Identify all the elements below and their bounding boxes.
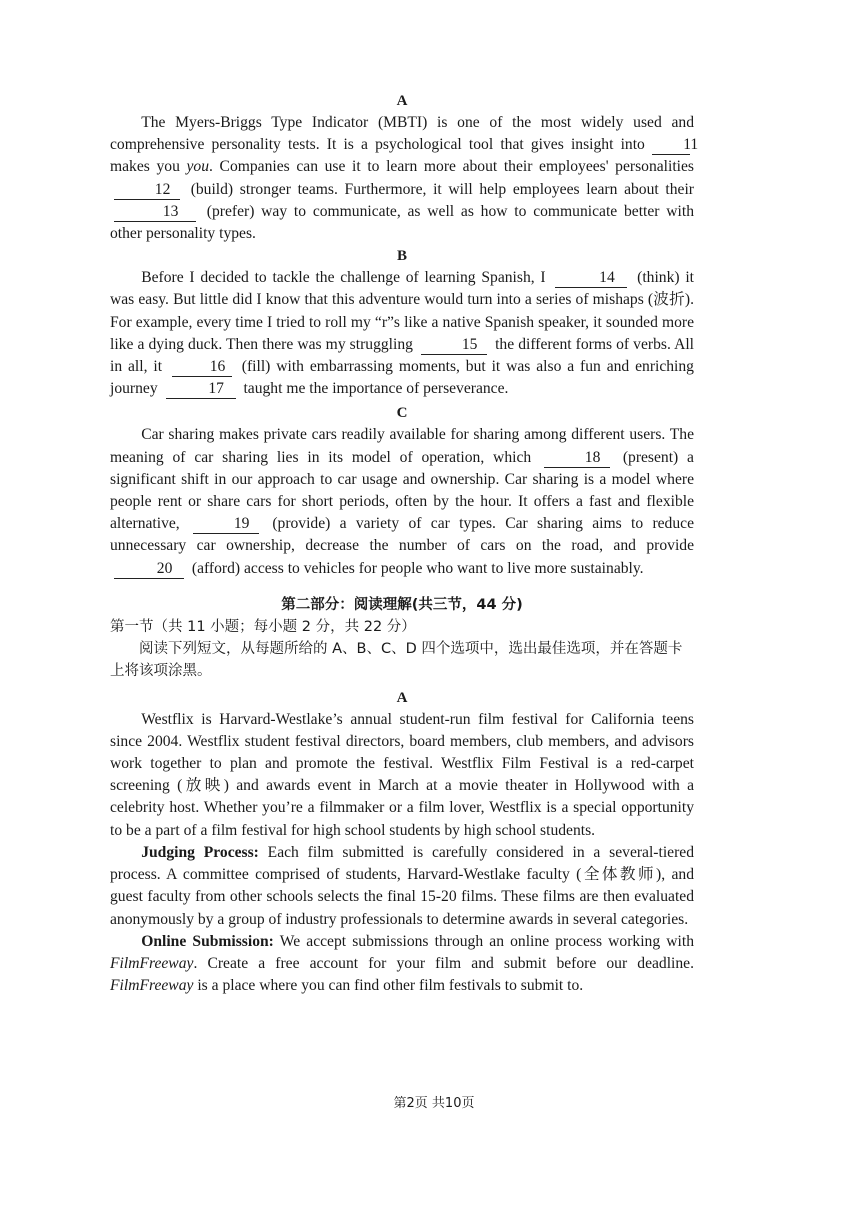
blank-16[interactable]: 16: [172, 358, 232, 377]
instructions: 阅读下列短文，从每题所给的 A、B、C、D 四个选项中，选出最佳选项，并在答题卡上将该项涂黑。: [110, 641, 683, 680]
section-a-passage: The Myers-Briggs Type Indicator (MBTI) is one of the most widely used and comprehensive personality tests. It is a psychological tool that gives insight into 11 makes you you. Companies can use it to learn more about their employees' personalities 12 (build) stronger teams. Furthermore, it will help employees learn about their 13 (prefer) way to communicate, as well as how to communicate better with other personality types.: [110, 114, 699, 243]
page-footer: 第2页 共10页: [393, 1096, 475, 1111]
blank-15[interactable]: 15: [421, 336, 487, 355]
section-b-passage: Before I decided to tackle the challenge of learning Spanish, I 14 (think) it was easy. But little did I know that this adventure would turn into a series of mishaps (波折). For example, every time I tried to roll my “r”s like a native Spanish speaker, it sounded more like a dying duck. Then there was my struggling 15 the different forms of verbs. All in all, it 16 (fill) with embarrassing moments, but it was also a fun and enriching journey 17 taught me the importance of perseverance.: [110, 269, 694, 398]
blank-12[interactable]: 12: [114, 181, 180, 200]
section-c-passage: Car sharing makes private cars readily available for sharing among different users. The meaning of car sharing lies in its model of operation, which 18 (present) a significant shift in our approach to car usage and ownership. Car sharing is a model where people rent or share cars for short periods, often by the hour. It offers a fast and flexible alternative, 19 (provide) a variety of car types. Car sharing aims to reduce unnecessary car ownership, decrease the number of cars on the road, and provide 20 (afford) access to vehicles for people who want to live more sustainably.: [110, 426, 694, 577]
blank-20[interactable]: 20: [114, 560, 184, 579]
blank-13[interactable]: 13: [114, 203, 196, 222]
reading-a-paragraph-2: Judging Process: Each film submitted is carefully considered in a several-tiered process. A committee comprised of students, Harvard-Westlake faculty (全体教师), and guest faculty from other schools selects the final 15-20 films. These films are then evaluated anonymously by a group of industry professionals to determine awards in several categories.: [110, 843, 694, 928]
blank-14[interactable]: 14: [555, 269, 627, 288]
section-a-heading: A: [396, 93, 408, 109]
blank-11[interactable]: 11: [652, 136, 690, 155]
subsection-title: 第一节（共 11 小题；每小题 2 分，共 22 分）: [110, 619, 416, 636]
online-submission-label: Online Submission:: [141, 932, 274, 950]
section-c-heading: C: [396, 405, 408, 422]
exam-page: [110, 90, 699, 997]
part-two-title: 第二部分：阅读理解(共三节，44 分): [281, 596, 523, 613]
blank-17[interactable]: 17: [166, 380, 236, 399]
section-b-heading: B: [396, 248, 407, 265]
reading-a-paragraph-3: Online Submission: We accept submissions through an online process working with FilmFreeway. Create a free account for your film and submit before our deadline. FilmFreeway is a place where you can find other film festivals to submit to.: [110, 932, 695, 995]
part-two: [110, 594, 694, 683]
judging-process-label: Judging Process:: [141, 843, 259, 861]
reading-a-heading: A: [396, 689, 408, 706]
blank-19[interactable]: 19: [193, 515, 259, 534]
blank-18[interactable]: 18: [544, 449, 610, 468]
reading-a-paragraph-1: Westflix is Harvard-Westlake’s annual student-run film festival for California teens since 2004. Westflix student festival directors, board members, club members, and advisors work together to plan and promote the festival. Westflix Film Festival is a red-carpet screening (放映) and awards event in March at a movie theater in Hollywood with a celebrity host. Whether you’re a filmmaker or a film lover, Westflix is a special opportunity to be a part of a film festival for high school students by high school students.: [110, 710, 694, 839]
